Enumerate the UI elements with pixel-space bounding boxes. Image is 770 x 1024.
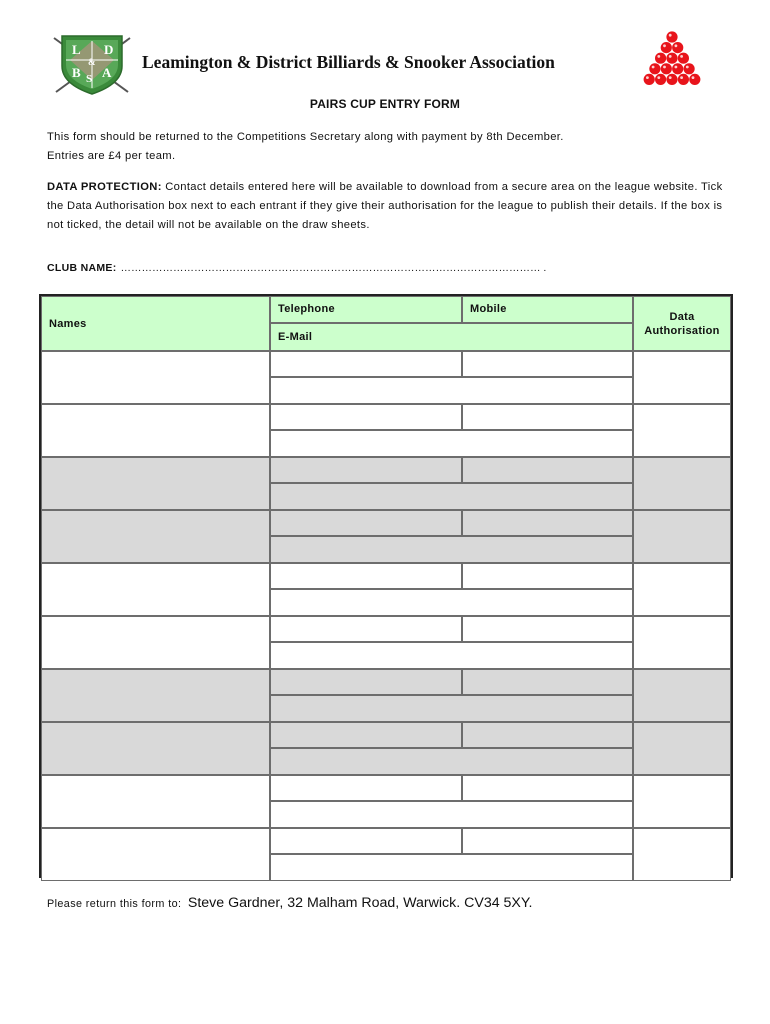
snooker-ball-icon (672, 63, 683, 74)
name-cell[interactable] (41, 616, 270, 669)
intro-text (47, 128, 727, 166)
return-label: Please return this form to: (47, 898, 182, 910)
snooker-ball-icon (644, 74, 655, 85)
snooker-ball-icon (655, 74, 666, 85)
table-row (41, 510, 731, 563)
mobile-cell[interactable] (462, 404, 633, 430)
data-authorisation-checkbox[interactable] (633, 722, 731, 775)
logo-letter: A (102, 65, 112, 80)
name-cell[interactable] (41, 722, 270, 775)
club-name-field[interactable] (47, 262, 546, 274)
table-row (41, 351, 731, 404)
data-authorisation-checkbox[interactable] (633, 457, 731, 510)
data-authorisation-checkbox[interactable] (633, 616, 731, 669)
data-authorisation-checkbox[interactable] (633, 563, 731, 616)
header-telephone: Telephone (270, 296, 462, 323)
mobile-cell[interactable] (462, 722, 633, 748)
email-cell[interactable] (270, 801, 633, 828)
entry-table (39, 294, 733, 878)
name-cell[interactable] (41, 563, 270, 616)
snooker-balls-icon (632, 30, 712, 90)
intro-line-2: Entries are £4 per team. (47, 150, 176, 162)
telephone-cell[interactable] (270, 563, 462, 589)
snooker-ball-icon (661, 63, 672, 74)
data-protection-label: DATA PROTECTION: (47, 181, 162, 193)
name-cell[interactable] (41, 404, 270, 457)
mobile-cell[interactable] (462, 351, 633, 377)
email-cell[interactable] (270, 589, 633, 616)
organisation-name: Leamington & District Billiards & Snooker Association (142, 52, 555, 72)
data-protection-notice (47, 178, 727, 235)
table-row (41, 616, 731, 669)
snooker-ball-icon (684, 63, 695, 74)
data-protection-text: Contact details entered here will be available to download from a secure area on the league website. Tick the Data Authorisation box next to each entrant if they give their authorisation for the league to publish their details. If the box is not ticked, the detail will not be available on the draw sheets. (47, 181, 723, 231)
logo-letter: B (72, 65, 81, 80)
mobile-cell[interactable] (462, 510, 633, 536)
logo-letter: & (88, 57, 96, 67)
table-row (41, 828, 731, 881)
email-cell[interactable] (270, 695, 633, 722)
data-authorisation-checkbox[interactable] (633, 669, 731, 722)
telephone-cell[interactable] (270, 404, 462, 430)
mobile-cell[interactable] (462, 563, 633, 589)
form-title: PAIRS CUP ENTRY FORM (309, 97, 461, 111)
logo-letter: D (104, 42, 114, 57)
email-cell[interactable] (270, 483, 633, 510)
table-row (41, 722, 731, 775)
mobile-cell[interactable] (462, 457, 633, 483)
header-auth-line-1: Data (669, 311, 695, 323)
snooker-ball-icon (649, 63, 660, 74)
return-address-text: Steve Gardner, 32 Malham Road, Warwick. CV34 5XY. (187, 895, 533, 911)
association-logo (52, 32, 132, 96)
return-address (47, 894, 532, 912)
telephone-cell[interactable] (270, 775, 462, 801)
telephone-cell[interactable] (270, 828, 462, 854)
table-row (41, 457, 731, 510)
email-cell[interactable] (270, 748, 633, 775)
mobile-cell[interactable] (462, 669, 633, 695)
header-email: E-Mail (270, 323, 633, 351)
name-cell[interactable] (41, 510, 270, 563)
telephone-cell[interactable] (270, 457, 462, 483)
logo-letter: S (86, 73, 93, 85)
table-row (41, 404, 731, 457)
email-cell[interactable] (270, 377, 633, 404)
snooker-ball-icon (661, 42, 672, 53)
logo-letter: L (72, 42, 81, 57)
header-auth-line-2: Authorisation (644, 325, 720, 337)
table-row (41, 563, 731, 616)
email-cell[interactable] (270, 642, 633, 669)
data-authorisation-checkbox[interactable] (633, 775, 731, 828)
header-mobile: Mobile (462, 296, 633, 323)
table-row (41, 775, 731, 828)
table-row (41, 669, 731, 722)
snooker-ball-icon (678, 74, 689, 85)
snooker-ball-icon (678, 53, 689, 64)
club-name-label: CLUB NAME: (47, 262, 117, 274)
intro-line-1: This form should be returned to the Competitions Secretary along with payment by 8th December. (47, 131, 564, 143)
mobile-cell[interactable] (462, 775, 633, 801)
mobile-cell[interactable] (462, 616, 633, 642)
name-cell[interactable] (41, 669, 270, 722)
header-data-authorisation (633, 296, 731, 351)
email-cell[interactable] (270, 536, 633, 563)
snooker-ball-icon (666, 74, 677, 85)
name-cell[interactable] (41, 351, 270, 404)
telephone-cell[interactable] (270, 351, 462, 377)
name-cell[interactable] (41, 457, 270, 510)
club-name-dots: ………………………………………………………………………………………………………… . (120, 262, 547, 274)
email-cell[interactable] (270, 430, 633, 457)
snooker-ball-icon (689, 74, 700, 85)
data-authorisation-checkbox[interactable] (633, 828, 731, 881)
telephone-cell[interactable] (270, 510, 462, 536)
header-names: Names (41, 296, 270, 351)
telephone-cell[interactable] (270, 616, 462, 642)
data-authorisation-checkbox[interactable] (633, 510, 731, 563)
email-cell[interactable] (270, 854, 633, 881)
telephone-cell[interactable] (270, 669, 462, 695)
snooker-ball-icon (655, 53, 666, 64)
data-authorisation-checkbox[interactable] (633, 351, 731, 404)
mobile-cell[interactable] (462, 828, 633, 854)
snooker-ball-icon (666, 53, 677, 64)
telephone-cell[interactable] (270, 722, 462, 748)
data-authorisation-checkbox[interactable] (633, 404, 731, 457)
name-cell[interactable] (41, 775, 270, 828)
snooker-ball-icon (666, 31, 677, 42)
name-cell[interactable] (41, 828, 270, 881)
table-header (41, 296, 731, 351)
snooker-ball-icon (672, 42, 683, 53)
